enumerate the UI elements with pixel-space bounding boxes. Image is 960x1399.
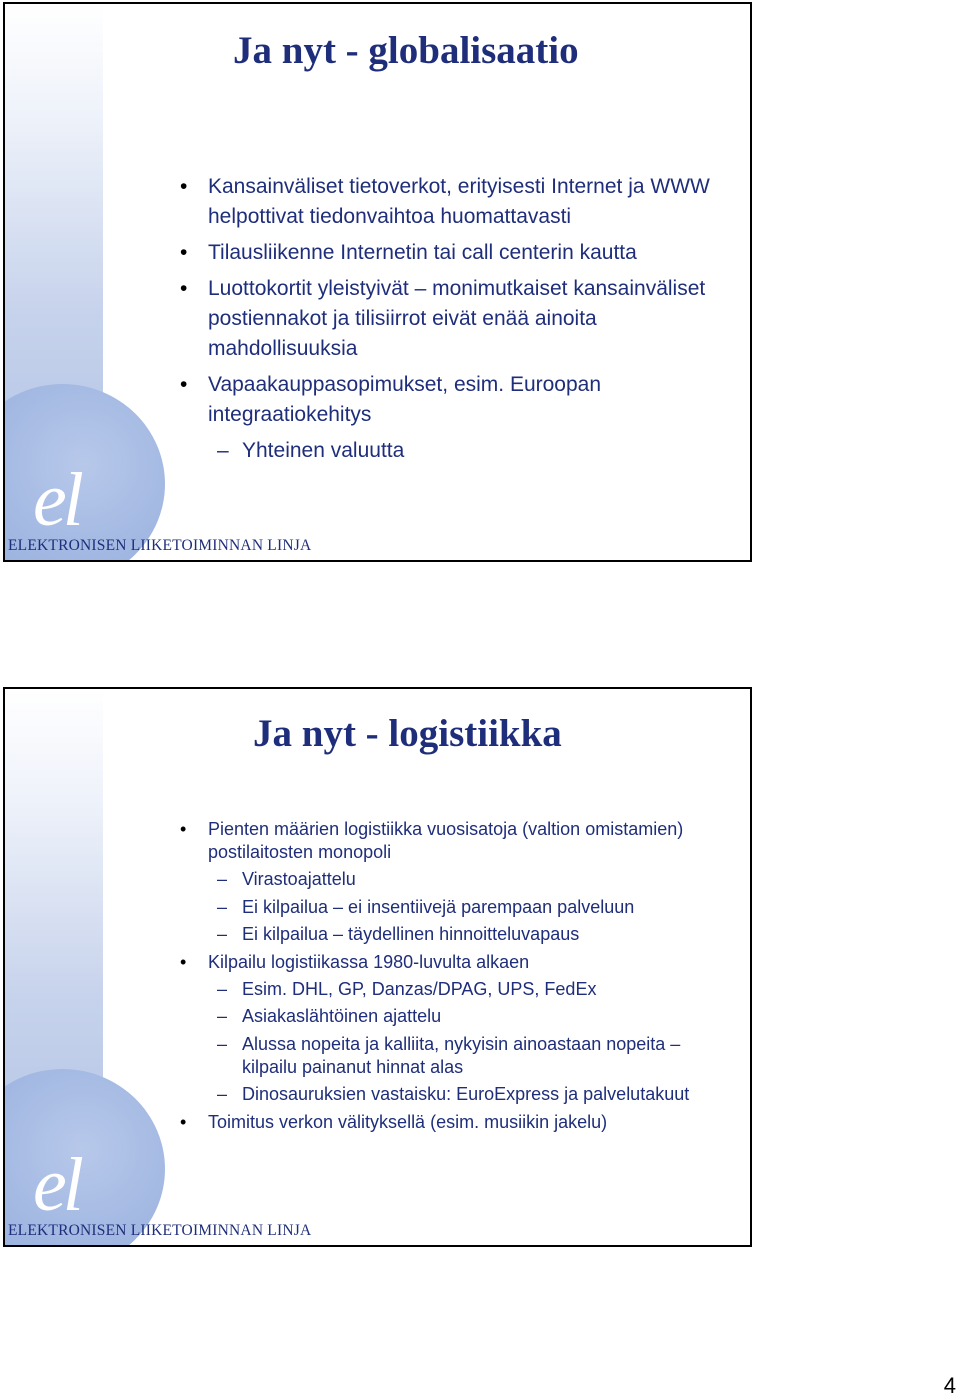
bullet-item: • Kansainväliset tietoverkot, erityisesti Internet ja WWW helpottivat tiedonvaihtoa huomattavasti — [175, 172, 740, 232]
bullet-item: • Vapaakauppasopimukset, esim. Euroopan integraatiokehitys — [175, 370, 740, 430]
bullet-item: • Toimitus verkon välityksellä (esim. musiikin jakelu) — [175, 1111, 740, 1134]
bullet-item: • Kilpailu logistiikassa 1980-luvulta alkaen — [175, 951, 740, 974]
page-number: 4 — [943, 1373, 956, 1398]
sub-bullet-item: – Ei kilpailua – ei insentiivejä parempaan palveluun — [175, 896, 740, 919]
sub-bullet-item: – Asiakaslähtöinen ajattelu — [175, 1005, 740, 1028]
sub-bullet-item: – Virastoajattelu — [175, 868, 740, 891]
slide-globalisaatio — [3, 2, 752, 562]
logo-swoosh — [3, 1069, 165, 1247]
bullet-item: • Pienten määrien logistiikka vuosisatoja (valtion omistamien) postilaitosten monopoli — [175, 818, 740, 864]
sub-bullet-item: – Alussa nopeita ja kalliita, nykyisin ainoastaan nopeita – kilpailu painanut hinnat alas — [175, 1033, 740, 1079]
el-logo-icon: el — [33, 458, 80, 542]
logo-swoosh — [3, 384, 165, 562]
el-logo-icon: el — [33, 1143, 80, 1227]
bullet-item: • Tilausliikenne Internetin tai call centerin kautta — [175, 238, 740, 268]
bullet-list — [175, 818, 740, 1138]
slide-logistiikka — [3, 687, 752, 1247]
banner-text: ELEKTRONISEN LIIKETOIMINNAN LINJA — [8, 537, 312, 554]
sub-bullet-item: – Dinosauruksien vastaisku: EuroExpress ja palvelutakuut — [175, 1083, 740, 1106]
slide-title: Ja nyt - logistiikka — [253, 712, 562, 755]
sub-bullet-item: – Ei kilpailua – täydellinen hinnoitteluvapaus — [175, 923, 740, 946]
slide-title: Ja nyt - globalisaatio — [233, 29, 579, 72]
sub-bullet-item: – Esim. DHL, GP, Danzas/DPAG, UPS, FedEx — [175, 978, 740, 1001]
bullet-list — [175, 172, 740, 472]
bullet-item: • Luottokortit yleistyivät – monimutkaiset kansainväliset postiennakot ja tilisiirrot eivät enää ainoita mahdollisuuksia — [175, 274, 740, 364]
sub-bullet-item: – Yhteinen valuutta — [175, 436, 740, 466]
banner-text: ELEKTRONISEN LIIKETOIMINNAN LINJA — [8, 1222, 312, 1239]
